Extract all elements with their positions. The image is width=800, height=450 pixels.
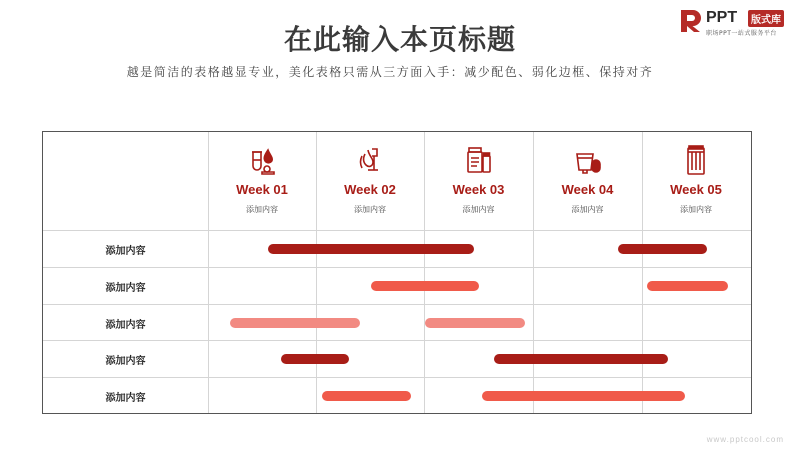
lab-flask-icon [248,144,276,176]
week-name: Week 04 [561,182,614,197]
week-header-1 [208,132,316,230]
week-header-3 [424,132,533,230]
week-header-4 [533,132,642,230]
gantt-bar[interactable] [482,391,685,401]
ppt-logo-icon [678,8,704,34]
schedule-table [42,131,752,414]
week-header-5 [642,132,750,230]
test-tube-icon [682,144,710,176]
week-subtext: 添加内容 [246,205,278,214]
week-name: Week 02 [344,182,396,197]
row-label: 添加内容 [105,320,146,331]
gantt-bar[interactable] [268,244,474,254]
gantt-bar[interactable] [281,354,349,364]
page-subtitle: 越是简洁的表格越显专业，美化表格只需从三方面入手：减少配色、弱化边框、保持对齐 [126,65,654,79]
week-subtext: 添加内容 [571,205,604,214]
week-subtext: 添加内容 [462,205,495,214]
week-subtext: 添加内容 [354,205,386,214]
gantt-bar[interactable] [230,318,360,328]
grid-row-line [43,267,751,268]
grid-row-line [43,304,751,305]
row-label: 添加内容 [105,246,146,257]
logo-brand-text: PPT [706,9,738,26]
week-name: Week 01 [236,182,288,197]
grid-row-line [43,340,751,341]
brand-logo[interactable] [678,8,796,38]
week-subtext: 添加内容 [680,205,712,214]
gantt-bar[interactable] [494,354,667,364]
gantt-bar[interactable] [371,281,479,291]
gantt-bar[interactable] [322,391,411,401]
grid-row-line [43,377,751,378]
week-header-2 [316,132,424,230]
gantt-bar[interactable] [425,318,525,328]
logo-tagline: 职场PPT一站式服务平台 [706,30,777,37]
row-label: 添加内容 [105,356,146,367]
row-label: 添加内容 [105,393,146,404]
gantt-bar[interactable] [647,281,728,291]
medicine-jar-icon [465,144,493,176]
week-name: Week 03 [452,182,505,197]
footer-watermark: www.pptcool.com [706,435,784,444]
page-title: 在此输入本页标题 [283,23,516,56]
gantt-bar[interactable] [618,244,707,254]
grid-row-line [43,230,751,231]
logo-badge: 版式库 [748,10,784,27]
row-label: 添加内容 [105,283,146,294]
week-name: Week 05 [670,182,722,197]
mortar-pill-icon [574,144,602,176]
hand-drop-icon [356,144,384,176]
